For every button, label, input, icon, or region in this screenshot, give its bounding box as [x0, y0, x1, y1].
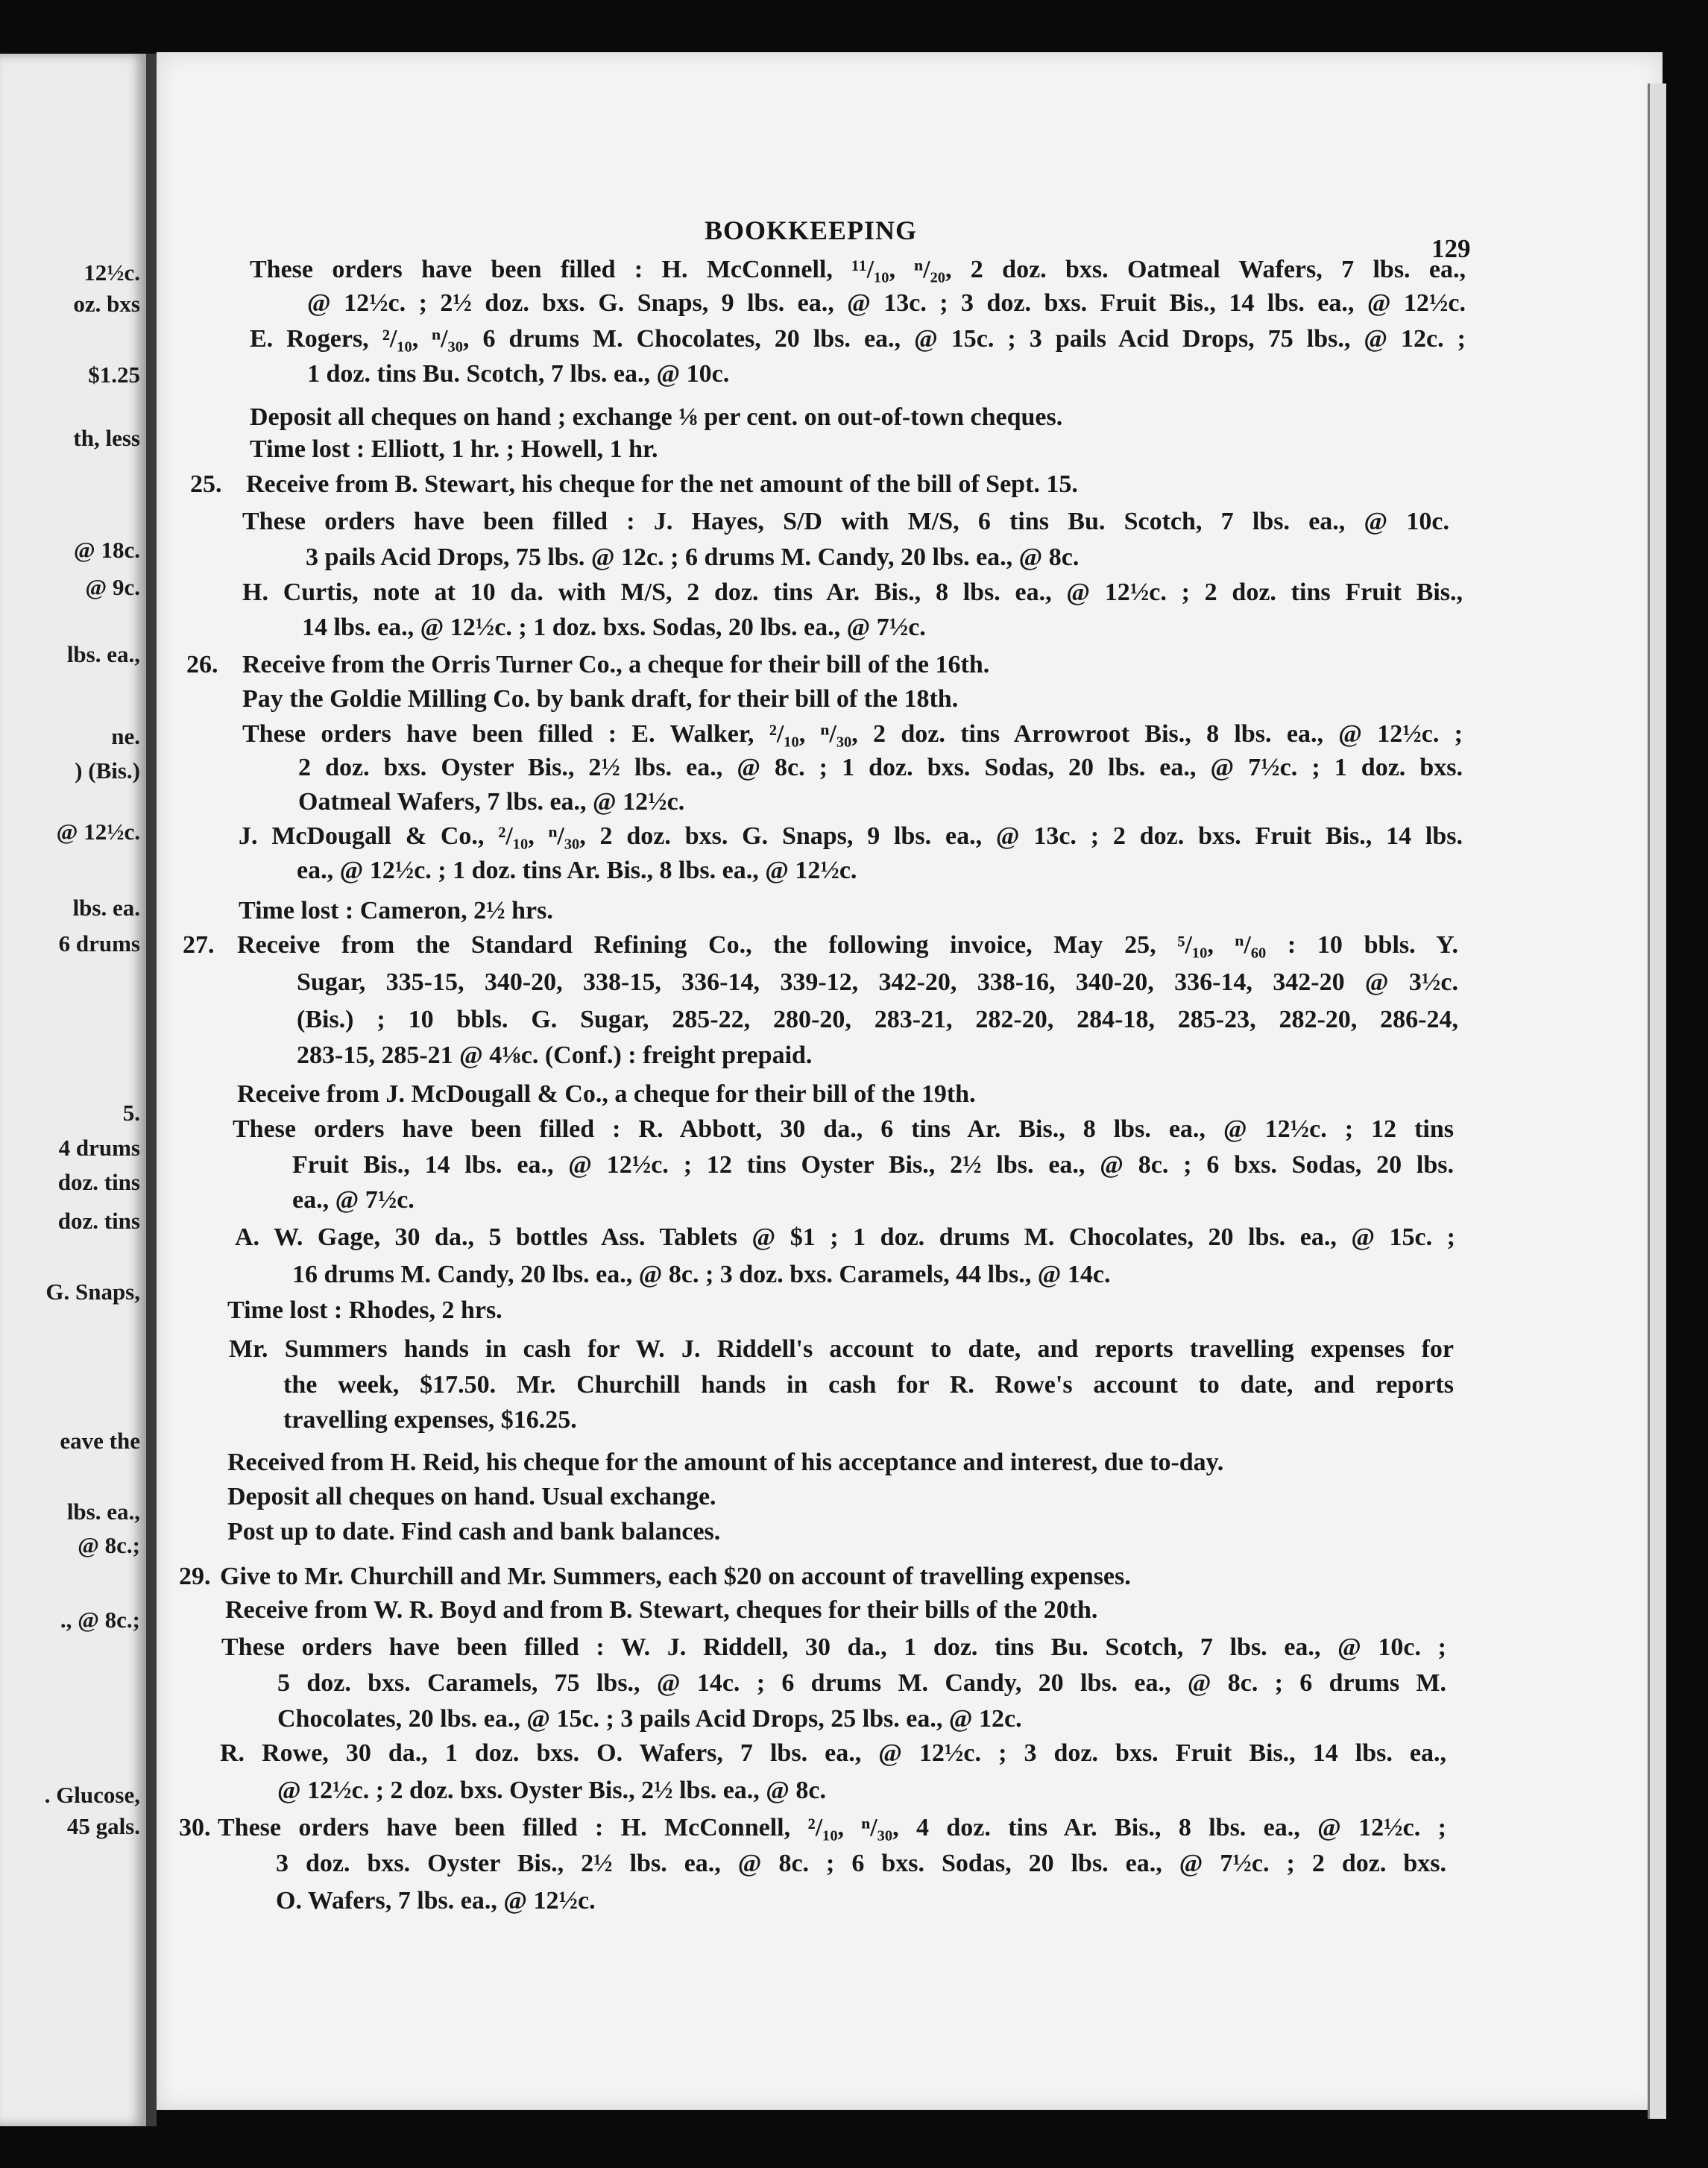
- entry-line: (Bis.) ; 10 bbls. G. Sugar, 285-22, 280-20, 283-21, 282-20, 284-18, 285-23, 282-20, 286-24,: [297, 1006, 1458, 1033]
- facing-page-text: lbs. ea.,: [66, 641, 140, 667]
- facing-page-text: @ 9c.: [85, 574, 140, 600]
- date-number: 29.: [179, 1563, 211, 1590]
- entry-line: Deposit all cheques on hand ; exchange ⅛ per cent. on out-of-town cheques.: [250, 403, 1063, 431]
- facing-page-text: ne.: [111, 723, 140, 749]
- page-header: BOOKKEEPING: [705, 215, 918, 245]
- entry-line: @ 12½c. ; 2½ doz. bxs. G. Snaps, 9 lbs. ea., @ 13c. ; 3 doz. bxs. Fruit Bis., 14 lbs. ea., @ 12½c.: [307, 289, 1466, 317]
- facing-page-text: . Glucose,: [44, 1782, 140, 1808]
- entry-line: ea., @ 7½c.: [292, 1186, 415, 1214]
- facing-page-text: @ 18c.: [73, 537, 140, 563]
- entry-line: These orders have been filled : W. J. Riddell, 30 da., 1 doz. tins Bu. Scotch, 7 lbs. ea., @ 10c. ;: [221, 1633, 1446, 1661]
- facing-page-text: 4 drums: [58, 1135, 140, 1161]
- facing-page-text: @ 12½c.: [56, 819, 140, 845]
- entry-line: ea., @ 12½c. ; 1 doz. tins Ar. Bis., 8 lbs. ea., @ 12½c.: [297, 857, 857, 884]
- entry-line: Post up to date. Find cash and bank balances.: [227, 1518, 721, 1545]
- facing-page-text: ., @ 8c.;: [60, 1607, 140, 1633]
- entry-line: Time lost : Rhodes, 2 hrs.: [227, 1296, 502, 1324]
- facing-page-text: 45 gals.: [66, 1813, 140, 1839]
- entry-line: R. Rowe, 30 da., 1 doz. bxs. O. Wafers, 7 lbs. ea., @ 12½c. ; 3 doz. bxs. Fruit Bis., 14 lbs. ea.,: [220, 1739, 1446, 1767]
- entry-line: 14 lbs. ea., @ 12½c. ; 1 doz. bxs. Sodas, 20 lbs. ea., @ 7½c.: [302, 614, 926, 641]
- entry-line: 5 doz. bxs. Caramels, 75 lbs., @ 14c. ; 6 drums M. Candy, 20 lbs. ea., @ 8c. ; 6 drums M.: [277, 1669, 1446, 1697]
- entry-line: Sugar, 335-15, 340-20, 338-15, 336-14, 339-12, 342-20, 338-16, 340-20, 336-14, 342-20 @ 3½c.: [297, 968, 1458, 996]
- facing-page-text: $1.25: [88, 362, 140, 388]
- entry-line: Receive from J. McDougall & Co., a cheque for their bill of the 19th.: [237, 1080, 976, 1108]
- entry-line: 16 drums M. Candy, 20 lbs. ea., @ 8c. ; 3 doz. bxs. Caramels, 44 lbs., @ 14c.: [292, 1261, 1111, 1288]
- entry-line: These orders have been filled : R. Abbott, 30 da., 6 tins Ar. Bis., 8 lbs. ea., @ 12½c. ; 12 tins: [233, 1115, 1454, 1143]
- entry-line: Received from H. Reid, his cheque for the amount of his acceptance and interest, due to-day.: [227, 1449, 1224, 1476]
- facing-page-text: lbs. ea.,: [66, 1499, 140, 1525]
- entry-line: Oatmeal Wafers, 7 lbs. ea., @ 12½c.: [298, 788, 685, 816]
- entry-line: These orders have been filled : E. Walker, ²/₁₀, ⁿ/₃₀, 2 doz. tins Arrowroot Bis., 8 lbs. ea., @ 12½c. ;: [242, 720, 1463, 748]
- entry-line: J. McDougall & Co., ²/₁₀, ⁿ/₃₀, 2 doz. bxs. G. Snaps, 9 lbs. ea., @ 13c. ; 2 doz. bxs. Fruit Bis., 14 lbs.: [239, 822, 1463, 850]
- entry-line: travelling expenses, $16.25.: [283, 1406, 577, 1434]
- facing-page-text: th, less: [73, 425, 140, 451]
- entry-line: Time lost : Cameron, 2½ hrs.: [239, 897, 553, 924]
- facing-page-text: doz. tins: [57, 1169, 140, 1195]
- date-number: 25.: [190, 470, 222, 498]
- entry-line: Fruit Bis., 14 lbs. ea., @ 12½c. ; 12 tins Oyster Bis., 2½ lbs. ea., @ 8c. ; 6 bxs. Sodas, 20 lbs.: [292, 1151, 1454, 1179]
- date-number: 27.: [183, 931, 215, 959]
- facing-page-text: 6 drums: [58, 930, 140, 957]
- entry-line: A. W. Gage, 30 da., 5 bottles Ass. Tablets @ $1 ; 1 doz. drums M. Chocolates, 20 lbs. ea., @ 15c. ;: [235, 1223, 1455, 1251]
- entry-line: E. Rogers, ²/₁₀, ⁿ/₃₀, 6 drums M. Chocolates, 20 lbs. ea., @ 15c. ; 3 pails Acid Drops, 75 lbs., @ 12c. ;: [250, 325, 1466, 353]
- facing-page-text: 12½c.: [83, 259, 140, 286]
- entry-line: Receive from the Orris Turner Co., a cheque for their bill of the 16th.: [242, 651, 990, 678]
- entry-line: Receive from the Standard Refining Co., the following invoice, May 25, ⁵/₁₀, ⁿ/₆₀ : 10 bbls. Y.: [237, 931, 1458, 959]
- page-number: 129: [1431, 234, 1471, 263]
- entry-line: @ 12½c. ; 2 doz. bxs. Oyster Bis., 2½ lbs. ea., @ 8c.: [277, 1777, 826, 1804]
- date-number: 30.: [179, 1814, 211, 1841]
- facing-page-text: doz. tins: [57, 1208, 140, 1234]
- entry-line: 3 doz. bxs. Oyster Bis., 2½ lbs. ea., @ 8c. ; 6 bxs. Sodas, 20 lbs. ea., @ 7½c. ; 2 doz. bxs.: [276, 1850, 1446, 1877]
- facing-page-text: 5.: [122, 1100, 140, 1126]
- entry-line: 3 pails Acid Drops, 75 lbs. @ 12c. ; 6 drums M. Candy, 20 lbs. ea., @ 8c.: [306, 543, 1080, 571]
- facing-page-text: @ 8c.;: [78, 1532, 140, 1558]
- facing-page-text: oz. bxs: [73, 291, 140, 317]
- entry-line: 1 doz. tins Bu. Scotch, 7 lbs. ea., @ 10c.: [307, 360, 730, 388]
- entry-line: Pay the Goldie Milling Co. by bank draft, for their bill of the 18th.: [242, 685, 959, 713]
- entry-line: These orders have been filled : J. Hayes, S/D with M/S, 6 tins Bu. Scotch, 7 lbs. ea., @ 10c.: [242, 508, 1449, 535]
- facing-page-text: lbs. ea.: [72, 895, 140, 921]
- date-number: 26.: [186, 651, 218, 678]
- entry-line: Give to Mr. Churchill and Mr. Summers, each $20 on account of travelling expenses.: [220, 1563, 1131, 1590]
- entry-line: Mr. Summers hands in cash for W. J. Riddell's account to date, and reports travelling expenses for: [229, 1335, 1454, 1363]
- entry-line: Deposit all cheques on hand. Usual exchange.: [227, 1483, 716, 1510]
- facing-page-text: ) (Bis.): [75, 757, 140, 784]
- entry-line: 283-15, 285-21 @ 4⅛c. (Conf.) : freight prepaid.: [297, 1042, 813, 1069]
- facing-page-text: eave the: [60, 1428, 140, 1454]
- entry-line: Time lost : Elliott, 1 hr. ; Howell, 1 hr.: [250, 435, 658, 463]
- entry-line: O. Wafers, 7 lbs. ea., @ 12½c.: [276, 1887, 596, 1915]
- entry-line: H. Curtis, note at 10 da. with M/S, 2 doz. tins Ar. Bis., 8 lbs. ea., @ 12½c. ; 2 doz. tins Fruit Bis.,: [242, 579, 1463, 606]
- entry-line: the week, $17.50. Mr. Churchill hands in cash for R. Rowe's account to date, and reports: [283, 1371, 1454, 1399]
- entry-line: Chocolates, 20 lbs. ea., @ 15c. ; 3 pails Acid Drops, 25 lbs. ea., @ 12c.: [277, 1705, 1022, 1733]
- entry-line: Receive from W. R. Boyd and from B. Stewart, cheques for their bills of the 20th.: [225, 1596, 1098, 1624]
- entry-line: 2 doz. bxs. Oyster Bis., 2½ lbs. ea., @ 8c. ; 1 doz. bxs. Sodas, 20 lbs. ea., @ 7½c. ; 1 doz. bxs.: [298, 754, 1463, 781]
- entry-line: Receive from B. Stewart, his cheque for the net amount of the bill of Sept. 15.: [246, 470, 1078, 498]
- entry-line: These orders have been filled : H. McConnell, ¹¹/₁₀, ⁿ/₂₀, 2 doz. bxs. Oatmeal Wafers, 7 lbs. ea.,: [250, 256, 1466, 283]
- entry-line: These orders have been filled : H. McConnell, ²/₁₀, ⁿ/₃₀, 4 doz. tins Ar. Bis., 8 lbs. ea., @ 12½c. ;: [218, 1814, 1446, 1841]
- facing-page-text: G. Snaps,: [45, 1279, 140, 1305]
